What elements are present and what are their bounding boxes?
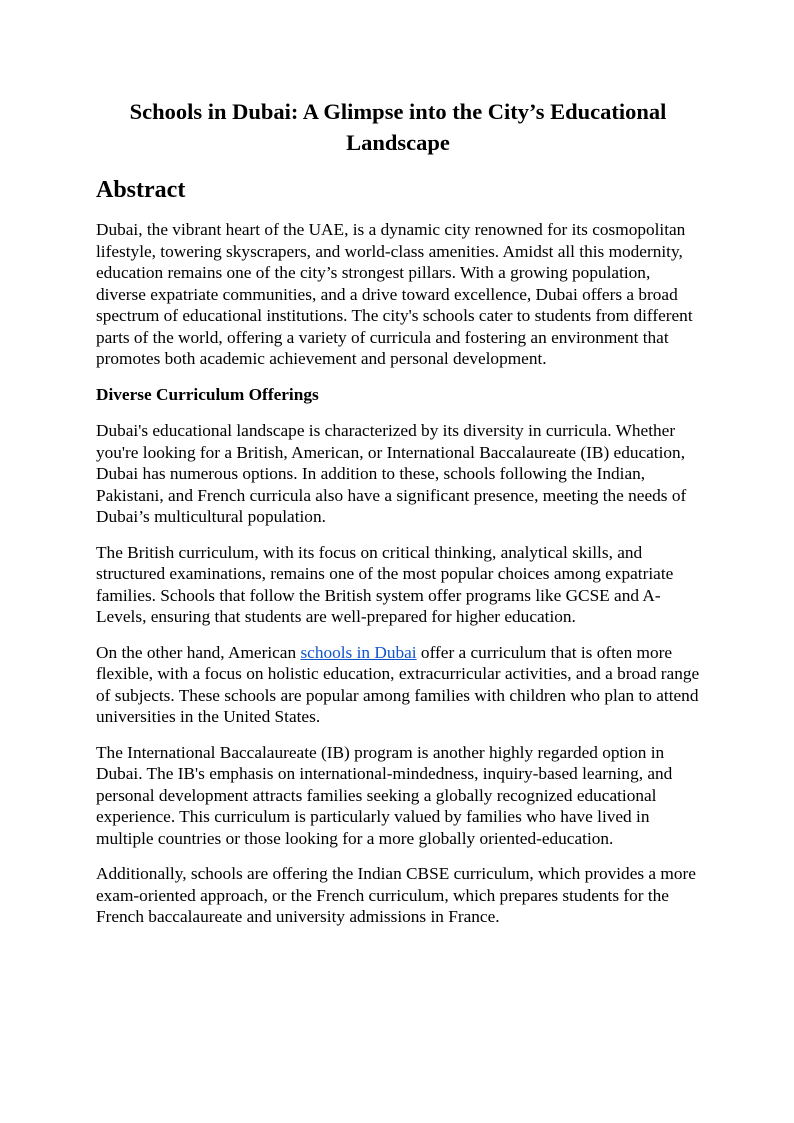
document-title: Schools in Dubai: A Glimpse into the City’s Educational Landscape — [129, 99, 667, 155]
american-curriculum-paragraph — [96, 642, 700, 728]
cbse-french-paragraph: Additionally, schools are offering the Indian CBSE curriculum, which provides a more exam-oriented approach, or the French curriculum, which prepares students for the French baccalaureate and university admissions in France. — [96, 864, 696, 926]
american-paragraph-text-before: On the other hand, American — [96, 642, 301, 662]
diversity-paragraph: Dubai's educational landscape is characterized by its diversity in curricula. Whether you're looking for a British, American, or International Baccalaureate (IB) education, Dubai has numerous options. In addition to these, schools following the Indian, Pakistani, and French curricula also have a significant presence, meeting the needs of Dubai’s multicultural population. — [96, 421, 687, 526]
abstract-heading: Abstract — [96, 177, 186, 203]
american-paragraph-text-after: offer a curriculum that is often more flexible, with a focus on holistic education, extracurricular activities, and a broad range of subjects. These schools are popular among families with children who plan to attend universities in the United States. — [96, 642, 700, 726]
abstract-paragraph: Dubai, the vibrant heart of the UAE, is a dynamic city renowned for its cosmopolitan lifestyle, towering skyscrapers, and world-class amenities. Amidst all this modernity, education remains one of the city’s strongest pillars. With a growing population, diverse expatriate communities, and a drive toward excellence, Dubai offers a broad spectrum of educational institutions. The city's schools cater to students from different parts of the world, offering a variety of curricula and fostering an environment that promotes both academic achievement and personal development. — [96, 220, 693, 368]
schools-in-dubai-link[interactable]: schools in Dubai — [300, 642, 417, 662]
ib-curriculum-paragraph: The International Baccalaureate (IB) program is another highly regarded option in Dubai. The IB's emphasis on international-mindedness, inquiry-based learning, and personal development attracts families seeking a globally recognized educational experience. This curriculum is particularly valued by families who have lived in multiple countries or those looking for a more globally oriented-education. — [96, 742, 673, 848]
british-curriculum-paragraph: The British curriculum, with its focus on critical thinking, analytical skills, and structured examinations, remains one of the most popular choices among expatriate families. Schools that follow the British system offer programs like GCSE and A-Levels, ensuring that students are well-prepared for higher education. — [96, 542, 674, 626]
curriculum-heading: Diverse Curriculum Offerings — [96, 384, 319, 404]
document-page — [96, 96, 700, 942]
